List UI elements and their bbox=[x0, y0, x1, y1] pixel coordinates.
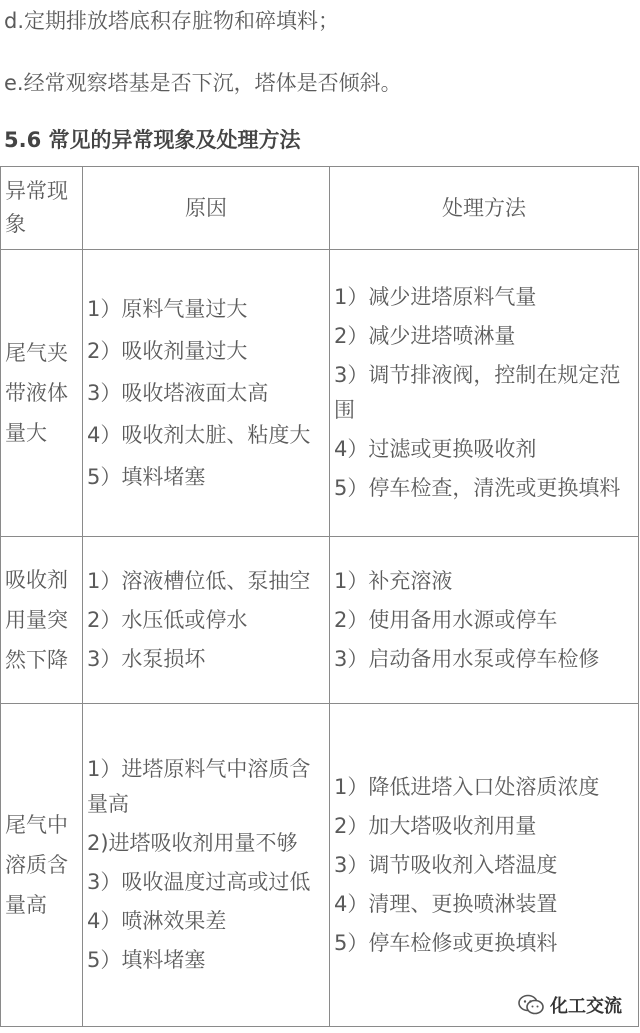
watermark bbox=[514, 990, 626, 1020]
phenomenon-cell: 尾气中溶质含量高 bbox=[1, 704, 83, 1027]
phenomenon-cell: 吸收剂用量突然下降 bbox=[1, 537, 83, 704]
cause-item: 3）水泵损坏 bbox=[87, 646, 206, 671]
solution-item: 5）停车检查，清洗或更换填料 bbox=[334, 476, 621, 500]
cause-cell bbox=[83, 250, 330, 537]
cause-item: 3）吸收温度过高或过低 bbox=[87, 870, 311, 894]
cause-item: 3）吸收塔液面太高 bbox=[87, 381, 269, 405]
cause-cell bbox=[83, 704, 330, 1027]
cause-item: 2)进塔吸收剂用量不够 bbox=[87, 831, 298, 855]
solution-item: 1）补充溶液 bbox=[334, 568, 453, 593]
wechat-icon bbox=[518, 994, 544, 1016]
abnormality-table bbox=[0, 166, 639, 1027]
solution-item: 4）清理、更换喷淋装置 bbox=[334, 891, 558, 916]
intro-line-e: e.经常观察塔基是否下沉，塔体是否倾斜。 bbox=[4, 71, 402, 95]
table-row bbox=[1, 250, 639, 537]
solution-item: 2）使用备用水源或停车 bbox=[334, 607, 558, 632]
solution-item: 2）加大塔吸收剂用量 bbox=[334, 813, 537, 838]
header-cause: 原因 bbox=[83, 167, 330, 250]
solution-item: 3）调节吸收剂入塔温度 bbox=[334, 852, 558, 877]
solution-item: 4）过滤或更换吸收剂 bbox=[334, 437, 537, 461]
cause-item: 2）吸收剂量过大 bbox=[87, 339, 248, 363]
solution-item: 5）停车检修或更换填料 bbox=[334, 930, 558, 955]
solution-item: 2）减少进塔喷淋量 bbox=[334, 324, 516, 348]
cause-item: 4）吸收剂太脏、粘度大 bbox=[87, 423, 311, 447]
watermark-text: 化工交流 bbox=[550, 996, 622, 1017]
cause-item: 1）进塔原料气中溶质含量高 bbox=[87, 757, 311, 816]
cause-cell bbox=[83, 537, 330, 704]
cause-item: 1）原料气量过大 bbox=[87, 297, 248, 321]
solution-item: 3）启动备用水泵或停车检修 bbox=[334, 646, 600, 671]
table-header-row bbox=[1, 167, 639, 250]
cause-item: 1）溶液槽位低、泵抽空 bbox=[87, 568, 311, 593]
cause-item: 2）水压低或停水 bbox=[87, 607, 248, 632]
solution-item: 3）调节排液阀，控制在规定范围 bbox=[334, 363, 621, 422]
solution-cell bbox=[330, 250, 639, 537]
table-row bbox=[1, 537, 639, 704]
intro-line-d: d.定期排放塔底积存脏物和碎填料； bbox=[4, 9, 340, 33]
cause-item: 5）填料堵塞 bbox=[87, 465, 206, 489]
cause-item: 5）填料堵塞 bbox=[87, 948, 206, 972]
solution-cell bbox=[330, 704, 639, 1027]
phenomenon-cell: 尾气夹带液体量大 bbox=[1, 250, 83, 537]
header-phenomenon: 异常现象 bbox=[1, 167, 83, 250]
solution-item: 1）减少进塔原料气量 bbox=[334, 285, 537, 309]
table-row bbox=[1, 704, 639, 1027]
solution-item: 1）降低进塔入口处溶质浓度 bbox=[334, 774, 600, 799]
section-title: 5.6 常见的异常现象及处理方法 bbox=[4, 128, 301, 152]
solution-cell bbox=[330, 537, 639, 704]
cause-item: 4）喷淋效果差 bbox=[87, 909, 227, 933]
header-solution: 处理方法 bbox=[330, 167, 639, 250]
